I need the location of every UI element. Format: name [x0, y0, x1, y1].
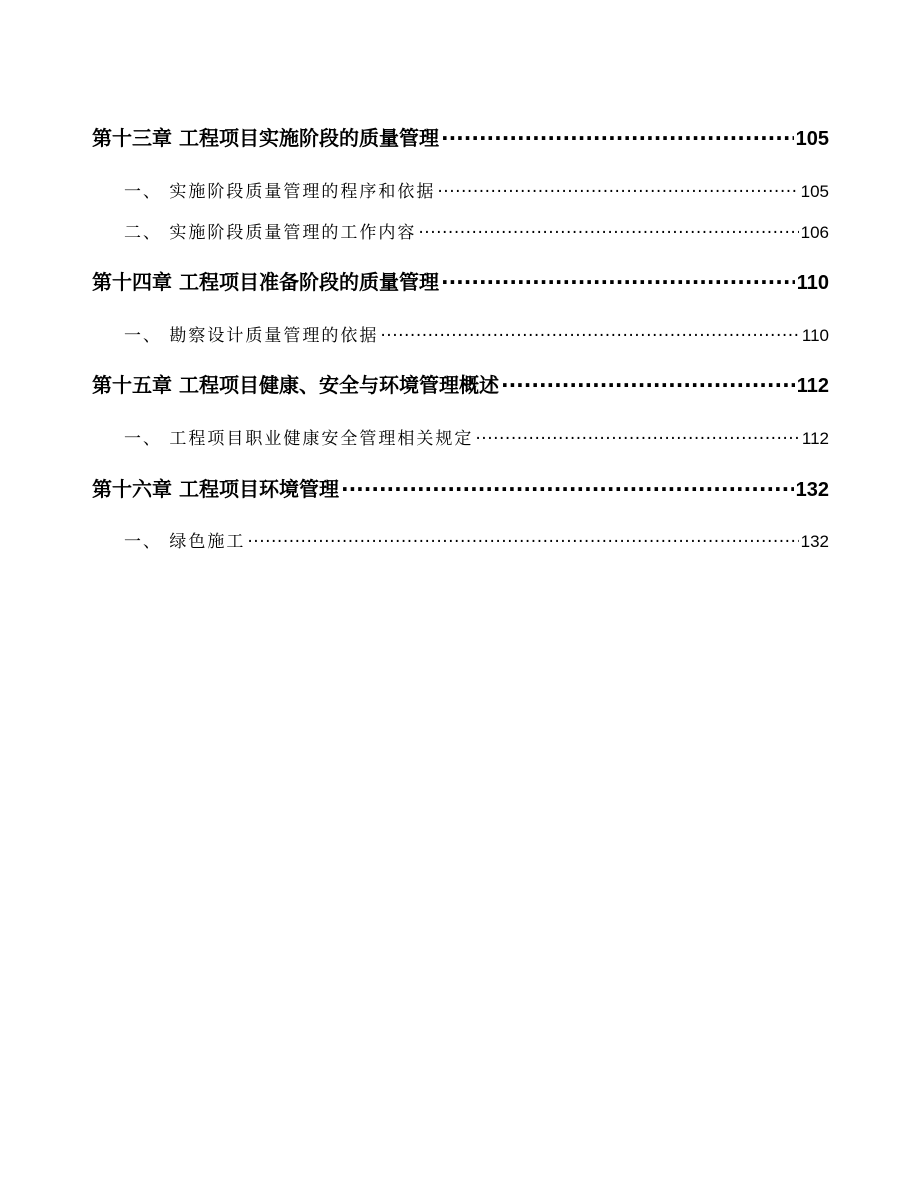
toc-page-number: 105: [795, 128, 829, 150]
toc-chapter-16[interactable]: [92, 473, 829, 502]
toc-page-number: 110: [796, 272, 829, 294]
dot-leader: [475, 427, 799, 444]
toc-chapter-13[interactable]: [92, 122, 829, 151]
dot-leader: [441, 269, 795, 289]
toc-chapter-15[interactable]: [92, 369, 829, 398]
toc-entry-title: 第十六章 工程项目环境管理: [92, 477, 339, 501]
dot-leader: [418, 221, 798, 238]
toc-chapter-14[interactable]: [92, 266, 829, 295]
toc-page-number: 132: [795, 479, 829, 501]
dot-leader: [437, 180, 798, 197]
toc-section-13-2[interactable]: [124, 218, 829, 243]
toc-entry-title: 一、 勘察设计质量管理的依据: [124, 326, 379, 346]
toc-entry-title: 二、 实施阶段质量管理的工作内容: [124, 223, 417, 243]
dot-leader: [341, 476, 794, 496]
toc-page-number: 106: [800, 223, 829, 242]
dot-leader: [441, 125, 794, 145]
toc-page-number: 112: [801, 429, 829, 448]
dot-leader: [247, 530, 798, 547]
toc-page-number: 105: [800, 182, 829, 201]
toc-entry-title: 第十三章 工程项目实施阶段的质量管理: [92, 126, 439, 150]
toc-entry-title: 一、 绿色施工: [124, 532, 246, 552]
toc-entry-title: 第十四章 工程项目准备阶段的质量管理: [92, 270, 439, 294]
toc-page-number: 110: [801, 326, 829, 345]
toc-page-number: 132: [800, 532, 829, 551]
toc-entry-title: 第十五章 工程项目健康、安全与环境管理概述: [92, 373, 499, 397]
toc-entry-title: 一、 工程项目职业健康安全管理相关规定: [124, 429, 474, 449]
toc-section-13-1[interactable]: [124, 177, 829, 202]
dot-leader: [380, 324, 799, 341]
dot-leader: [501, 372, 795, 392]
toc-page-number: 112: [796, 375, 829, 397]
toc-section-14-1[interactable]: [124, 321, 829, 346]
toc-section-16-1[interactable]: [124, 527, 829, 552]
toc-section-15-1[interactable]: [124, 424, 829, 449]
toc-entry-title: 一、 实施阶段质量管理的程序和依据: [124, 182, 436, 202]
